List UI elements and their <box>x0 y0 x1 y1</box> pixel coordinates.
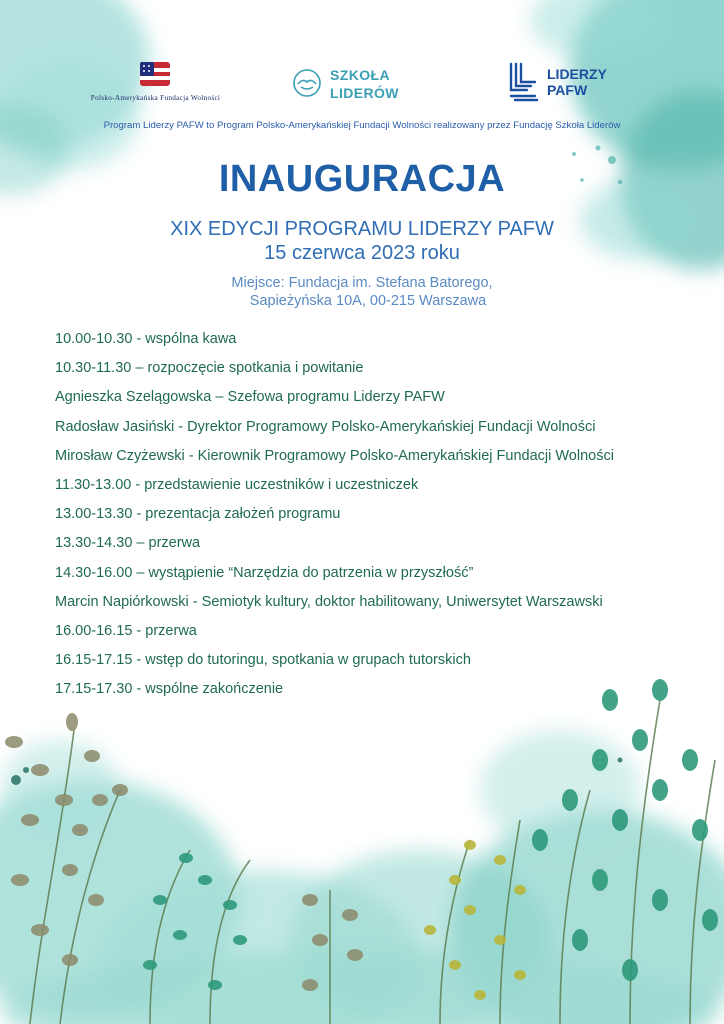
program-tagline: Program Liderzy PAFW to Program Polsko-Amerykańskiej Fundacji Wolności realizowany przez Fundację Szkoła Liderów <box>103 120 621 131</box>
location-line2: Sapieżyńska 10A, 00-215 Warszawa <box>249 293 487 309</box>
event-location <box>0 274 724 310</box>
szkola-liderow-logo <box>292 64 412 104</box>
logo-row <box>0 58 724 108</box>
agenda-item: 14.30-16.00 – wystąpienie “Narzędzia do patrzenia w przyszłość” <box>55 564 474 581</box>
agenda-item: Marcin Napiórkowski - Semiotyk kultury, doktor habilitowany, Uniwersytet Warszawski <box>55 593 603 610</box>
liderzy-line1: LIDERZY <box>547 66 607 82</box>
agenda-item: 13.00-13.30 - prezentacja założeń programu <box>55 506 341 523</box>
agenda-item: 11.30-13.00 - przedstawienie uczestników i uczestniczek <box>55 476 419 493</box>
agenda-list <box>55 329 715 708</box>
szkola-line1: SZKOŁA <box>330 67 390 83</box>
liderzy-pafw-logo <box>507 60 617 104</box>
edition-subtitle: XIX EDYCJI PROGRAMU LIDERZY PAFW <box>170 218 554 240</box>
agenda-item: 13.30-14.30 – przerwa <box>55 535 201 552</box>
event-date: 15 czerwca 2023 roku <box>264 242 460 264</box>
handshake-circle-icon <box>292 68 322 98</box>
stars-stripes-flag-icon <box>140 60 170 88</box>
szkola-line2: LIDERÓW <box>330 85 399 101</box>
agenda-item: Mirosław Czyżewski - Kierownik Programowy Polsko-Amerykańskiej Fundacji Wolności <box>55 447 614 464</box>
bottom-watercolor <box>0 730 724 1024</box>
szkola-liderow-wordmark <box>330 66 399 102</box>
agenda-item: Radosław Jasiński - Dyrektor Programowy Polsko-Amerykańskiej Fundacji Wolności <box>55 418 596 435</box>
liderzy-pafw-wordmark <box>547 66 607 98</box>
agenda-item: 10.00-10.30 - wspólna kawa <box>55 331 237 347</box>
stripes-mark-icon <box>507 60 539 102</box>
pafw-name: Polsko-Amerykańska Fundacja Wolności <box>90 94 221 102</box>
agenda-item: 16.15-17.15 - wstęp do tutoringu, spotkania w grupach tutorskich <box>55 652 471 669</box>
page-title: INAUGURACJA <box>218 158 506 200</box>
liderzy-line2: PAFW <box>547 82 588 98</box>
agenda-item: 17.15-17.30 - wspólne zakończenie <box>55 681 284 698</box>
location-line1: Miejsce: Fundacja im. Stefana Batorego, <box>231 275 493 291</box>
agenda-item: Agnieszka Szelągowska – Szefowa programu Liderzy PAFW <box>55 389 445 406</box>
agenda-item: 10.30-11.30 – rozpoczęcie spotkania i powitanie <box>55 360 364 377</box>
pafw-logo <box>68 58 243 104</box>
agenda-item: 16.00-16.15 - przerwa <box>55 622 197 639</box>
